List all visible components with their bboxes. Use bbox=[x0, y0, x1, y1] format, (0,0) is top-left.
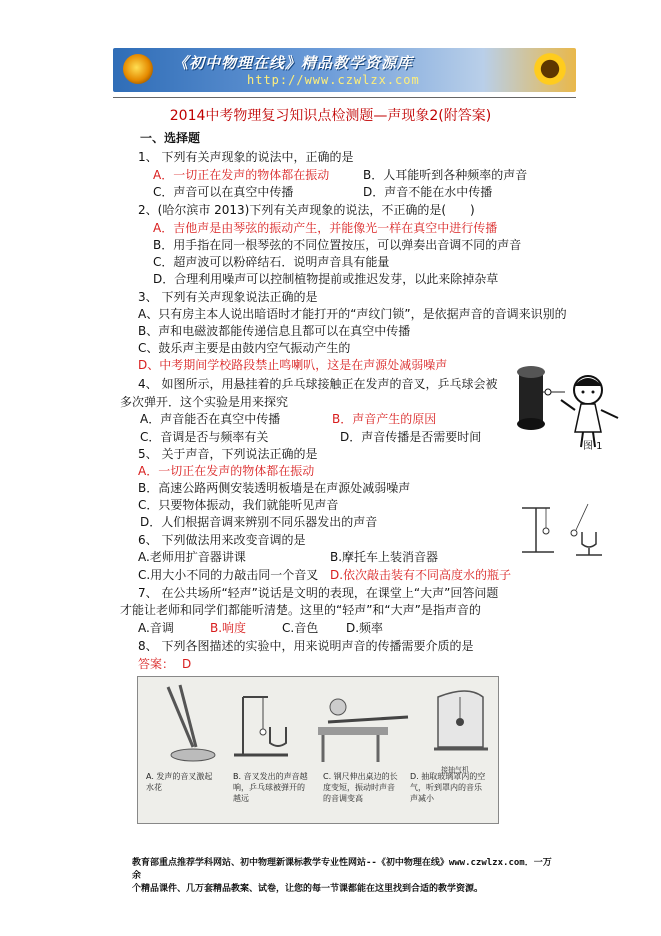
banner-title: 《初中物理在线》精品教学资源库 bbox=[173, 54, 414, 72]
q8-panel-d-caption bbox=[410, 771, 485, 804]
q7-option-a: A.音调 bbox=[138, 621, 174, 635]
figure-1-label: 图 1 bbox=[583, 441, 603, 452]
q2-option-a: A．吉他声是由琴弦的振动产生，并能像光一样在真空中进行传播 bbox=[153, 221, 498, 235]
site-logo-icon bbox=[123, 54, 153, 84]
q8-figure-drawings bbox=[138, 677, 498, 767]
q8-panel-b-line3: 越远 bbox=[233, 794, 249, 803]
q1-option-b: B．人耳能听到各种频率的声音 bbox=[363, 168, 528, 182]
q8-answer-value: D bbox=[182, 657, 192, 671]
q8-stem: 8、 下列各图描述的实验中，用来说明声音的传播需要介质的是 bbox=[138, 639, 474, 653]
q1-option-a: A．一切正在发声的物体都在振动 bbox=[153, 168, 330, 182]
q3-option-a: A、只有房主本人说出暗语时才能打开的“声纹门锁”，是依据声音的音调来识别的 bbox=[138, 307, 567, 321]
q1-stem: 1、 下列有关声现象的说法中，正确的是 bbox=[138, 150, 354, 164]
q8-panel-a-caption bbox=[146, 771, 212, 793]
q2-stem: 2、(哈尔滨市 2013)下列有关声现象的说法，不正确的是( ) bbox=[138, 203, 475, 217]
document-title: 2014中考物理复习知识点检测题—声现象2(附答案) bbox=[169, 108, 492, 124]
sunflower-icon bbox=[532, 51, 568, 87]
q6-option-c: C.用大小不同的力敲击同一个音叉 bbox=[138, 568, 319, 582]
q5-stem: 5、 关于声音，下列说法正确的是 bbox=[138, 447, 318, 461]
q8-panel-c-line2: 度变短，振动时声音 bbox=[323, 783, 395, 792]
q2-option-d: D．合理利用噪声可以控制植物提前或推迟发芽，以此来除掉杂草 bbox=[153, 272, 499, 286]
q3-option-d: D、中考期间学校路段禁止鸣喇叭，这是在声源处减弱噪声 bbox=[138, 358, 448, 372]
q8-panel-a-line2: 水花 bbox=[146, 783, 162, 792]
q8-panel-b-line2: 响，乒乓球被弹开的 bbox=[233, 783, 305, 792]
q8-panel-c-line3: 的音调变高 bbox=[323, 794, 363, 803]
q5-option-b: B．高速公路两侧安装透明板墙是在声源处减弱噪声 bbox=[138, 481, 411, 495]
q7-stem-line2: 才能让老师和同学们都能听清楚。这里的“轻声”和“大声”是指声音的 bbox=[120, 603, 481, 617]
page-footer bbox=[132, 857, 552, 896]
q1-option-c: C．声音可以在真空中传播 bbox=[153, 185, 294, 199]
q1-option-d: D．声音不能在水中传播 bbox=[363, 185, 493, 199]
q4-option-c: C．音调是否与频率有关 bbox=[140, 430, 269, 444]
q5-option-d: D．人们根据音调来辨别不同乐器发出的声音 bbox=[140, 515, 378, 529]
q2-option-b: B．用手指在同一根琴弦的不同位置按压，可以弹奏出音调不同的声音 bbox=[153, 238, 522, 252]
q3-option-c: C、鼓乐声主要是由鼓内空气振动产生的 bbox=[138, 341, 351, 355]
figure-1-drum-illustration bbox=[503, 362, 628, 454]
q7-stem-line1: 7、 在公共场所“轻声”说话是文明的表现，在课堂上“大声”回答问题 bbox=[138, 586, 499, 600]
q4-option-a: A．声音能否在真空中传播 bbox=[140, 412, 281, 426]
q8-panel-c-caption bbox=[323, 771, 398, 804]
q8-answer-label: 答案： bbox=[138, 657, 175, 671]
q7-option-c: C.音色 bbox=[282, 621, 319, 635]
q2-option-c: C．超声波可以粉碎结石．说明声音具有能量 bbox=[153, 255, 390, 269]
q5-option-a: A．一切正在发声的物体都在振动 bbox=[138, 464, 315, 478]
q6-option-b: B.摩托车上装消音器 bbox=[330, 550, 439, 564]
q6-option-a: A.老师用扩音器讲课 bbox=[138, 550, 246, 564]
q7-option-d: D.频率 bbox=[346, 621, 384, 635]
q8-figure bbox=[137, 676, 499, 824]
q6-option-d: D.依次敲击装有不同高度水的瓶子 bbox=[330, 568, 512, 582]
q6-stem: 6、 下列做法用来改变音调的是 bbox=[138, 533, 306, 547]
header-banner bbox=[113, 48, 576, 92]
header-rule bbox=[113, 97, 576, 98]
footer-line-2: 个精品课件、几万套精品教案、试卷，让您的每一节课都能在这里找到合适的教学资源。 bbox=[132, 884, 484, 894]
q4-stem-line2: 多次弹开．这个实验是用来探究 bbox=[120, 395, 289, 409]
q4-option-b: B．声音产生的原因 bbox=[332, 412, 437, 426]
q8-panel-caption: 接抽气机 bbox=[441, 766, 469, 774]
q8-panel-b-line1: B. 音叉发出的声音越 bbox=[233, 772, 308, 781]
q8-panel-d-line1: D. 抽取玻璃罩内的空 bbox=[410, 772, 486, 781]
q4-option-d: D．声音传播是否需要时间 bbox=[340, 430, 482, 444]
q3-option-b: B、声和电磁波都能传递信息且都可以在真空中传播 bbox=[138, 324, 411, 338]
q8-panel-d-line2: 气，听到罩内的音乐 bbox=[410, 783, 482, 792]
q7-option-b: B.响度 bbox=[210, 621, 247, 635]
q8-panel-a-line1: A. 发声的音叉激起 bbox=[146, 772, 213, 781]
tuning-fork-sketch bbox=[516, 500, 611, 560]
q5-option-c: C．只要物体振动，我们就能听见声音 bbox=[138, 498, 339, 512]
q8-panel-b-caption bbox=[233, 771, 308, 804]
q4-stem-line1: 4、 如图所示，用悬挂着的乒乓球接触正在发声的音叉，乒乓球会被 bbox=[138, 377, 498, 391]
section-heading: 一、选择题 bbox=[140, 131, 201, 145]
footer-line-1: 教育部重点推荐学科网站、初中物理新课标教学专业性网站--《初中物理在线》www.czwlzx.com．一万余 bbox=[132, 858, 552, 881]
banner-url: http://www.czwlzx.com bbox=[247, 73, 420, 87]
q8-panel-d-line3: 声减小 bbox=[410, 794, 434, 803]
q3-stem: 3、 下列有关声现象说法正确的是 bbox=[138, 290, 318, 304]
q8-panel-c-line1: C. 钢尺伸出桌边的长 bbox=[323, 772, 398, 781]
